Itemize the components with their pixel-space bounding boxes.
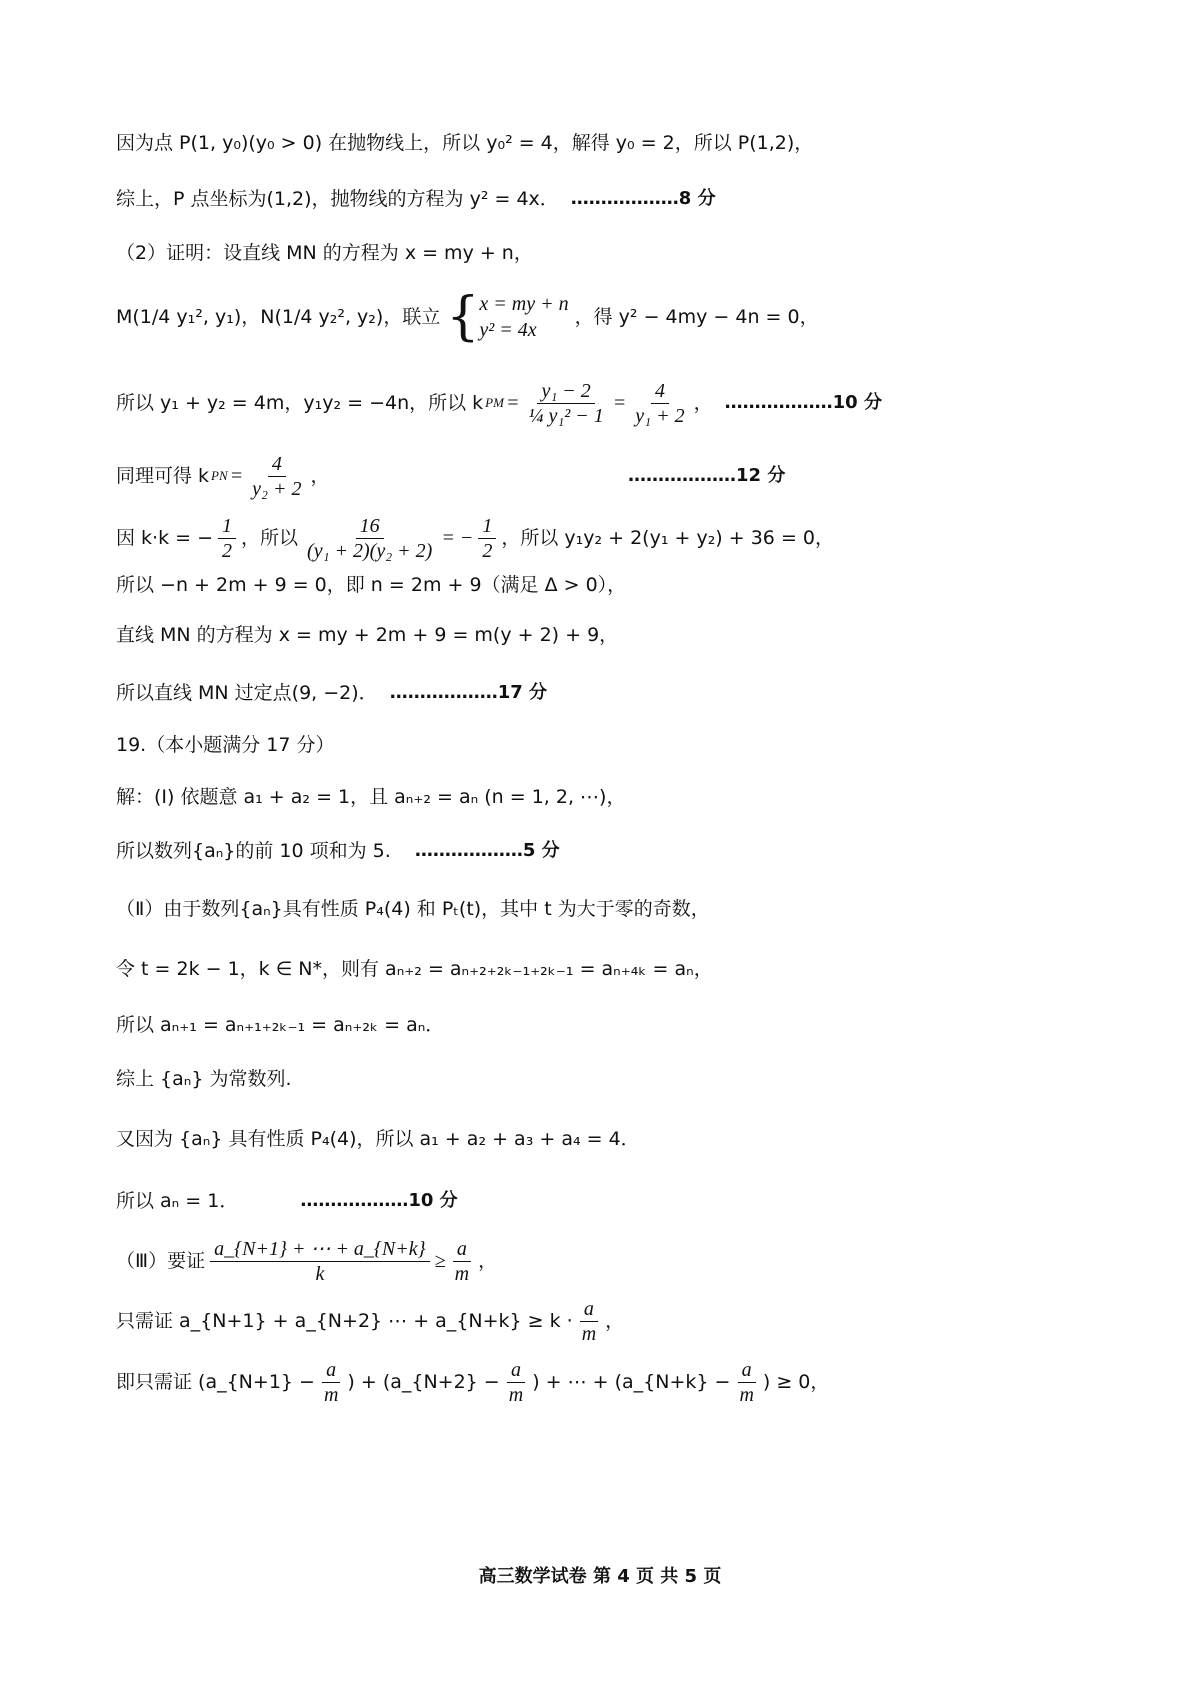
fraction-kpm-2: $\frac{4}{\text{y₁ + 2}}$	[635, 379, 685, 427]
fraction-kpm-1: $\frac{\text{y₁ − 2}}{\text{¼ y₁² − 1}}$	[528, 379, 604, 427]
fraction-half-2: $\frac{1}{2}$	[478, 514, 496, 563]
line-19-sum-nonneg: 即只需证 (a_{N+1} − $\frac{a}{m}$ ) + (a_{N+2} − $\frac{a}{m}$ ) + ⋯ + (a_{N+k} − $\frac{a}{m}$ ) ≥ 0，	[116, 1358, 830, 1406]
fraction-a-over-m-4: $\frac{a}{m}$	[508, 1358, 524, 1406]
line-kpn: 同理可得 k PN = $\frac{4}{\text{y₂ + 2}}$ ， ………………12 分	[116, 452, 786, 500]
line-19-let-t: 令 t = 2k − 1，k ∈ N*，则有 aₙ₊₂ = aₙ₊₂₊₂ₖ₋₁₊₂ₖ₋₁ = aₙ₊₄ₖ = aₙ，	[116, 958, 713, 980]
line-19-an-equals: 所以 aₙ = 1． ………………10 分	[116, 1186, 458, 1216]
page-footer: 高三数学试卷 第 4 页 共 5 页	[478, 1566, 722, 1587]
line-19-need-prove: 只需证 a_{N+1} + a_{N+2} ⋯ + a_{N+k} ≥ k · $\frac{a}{m}$ ，	[116, 1297, 625, 1345]
score-8: ………………8 分	[570, 188, 716, 209]
score-17: ………………17 分	[389, 682, 548, 703]
brace-icon: {	[446, 287, 480, 347]
line-19-part2: （Ⅱ）由于数列{aₙ}具有性质 P₄(4) 和 Pₜ(t)，其中 t 为大于零的奇数，	[116, 898, 710, 920]
line-19-constant: 综上 {aₙ} 为常数列.	[116, 1068, 292, 1090]
fraction-a-over-m-3: $\frac{a}{m}$	[323, 1358, 339, 1406]
line-conclusion-1: 综上，P 点坐标为(1,2)，抛物线的方程为 y² = 4x． ………………8 分	[116, 184, 716, 214]
fraction-half-1: $\frac{1}{2}$	[218, 514, 236, 563]
line-kpm: 所以 y₁ + y₂ = 4m，y₁y₂ = −4n，所以 k PM = $\frac{\text{y₁ − 2}}{\text{¼ y₁² − 1}}$ = $\frac{4}{\text{y₁ + 2}}$ ， ………………10 分	[116, 379, 882, 427]
fraction-average: $\frac{a\_\{N+1\} + \cdots + a\_\{N+k\}}{k}$	[210, 1237, 430, 1286]
score-12: ………………12 分	[628, 465, 786, 486]
fraction-16: $\frac{16}{\text{(y₁ + 2)(y₂ + 2)}}$	[307, 514, 433, 562]
fraction-a-over-m: $\frac{a}{m}$	[454, 1237, 470, 1285]
line-fixed-point: 所以直线 MN 过定点(9, −2)． ………………17 分	[116, 678, 547, 708]
problem-19-heading: 19.（本小题满分 17 分）	[116, 734, 335, 756]
line-n-value: 所以 −n + 2m + 9 = 0，即 n = 2m + 9（满足 Δ > 0），	[116, 574, 627, 596]
line-mn-equation: 直线 MN 的方程为 x = my + 2m + 9 = m(y + 2) + 9，	[116, 624, 619, 646]
line-product: 因 k·k = − $\frac{1}{2}$ ，所以 $\frac{16}{\text{(y₁ + 2)(y₂ + 2)}}$ = − $\frac{1}{2}$ ，所以 y₁y₂ + 2(y₁ + y₂) + 36 = 0，	[116, 514, 834, 562]
fraction-a-over-m-5: $\frac{a}{m}$	[739, 1358, 754, 1406]
line-proof-start: （2）证明：设直线 MN 的方程为 x = my + n，	[116, 242, 533, 264]
line-19-sum: 所以数列{aₙ}的前 10 项和为 5. ………………5 分	[116, 836, 560, 866]
equation-system: { x = my + n y² = 4x	[446, 287, 569, 347]
fraction-kpn: $\frac{4}{\text{y₂ + 2}}$	[252, 452, 302, 500]
line-19-p4: 又因为 {aₙ} 具有性质 P₄(4)，所以 a₁ + a₂ + a₃ + a₄ = 4．	[116, 1128, 640, 1150]
score-10a: ………………10 分	[724, 392, 882, 413]
line-mn-system: M(1/4 y₁², y₁)，N(1/4 y₂², y₂)，联立 { x = my + n y² = 4x ，得 y² − 4my − 4n = 0，	[116, 287, 819, 347]
line-19-part1: 解：(Ⅰ) 依题意 a₁ + a₂ = 1，且 aₙ₊₂ = aₙ (n = 1, 2, ⋯)，	[116, 786, 626, 808]
line-19-part3: （Ⅲ）要证 $\frac{a\_\{N+1\} + \cdots + a\_\{N+k\}}{k}$ ≥ $\frac{a}{m}$ ，	[116, 1237, 498, 1285]
line-19-an1: 所以 aₙ₊₁ = aₙ₊₁₊₂ₖ₋₁ = aₙ₊₂ₖ = aₙ．	[116, 1014, 445, 1036]
score-5: ………………5 分	[414, 840, 560, 861]
fraction-a-over-m-2: $\frac{a}{m}$	[581, 1297, 597, 1345]
line-p-point: 因为点 P(1, y₀)(y₀ > 0) 在抛物线上，所以 y₀² = 4，解得 y₀ = 2，所以 P(1,2)，	[116, 132, 814, 154]
score-10b: ………………10 分	[300, 1190, 458, 1211]
